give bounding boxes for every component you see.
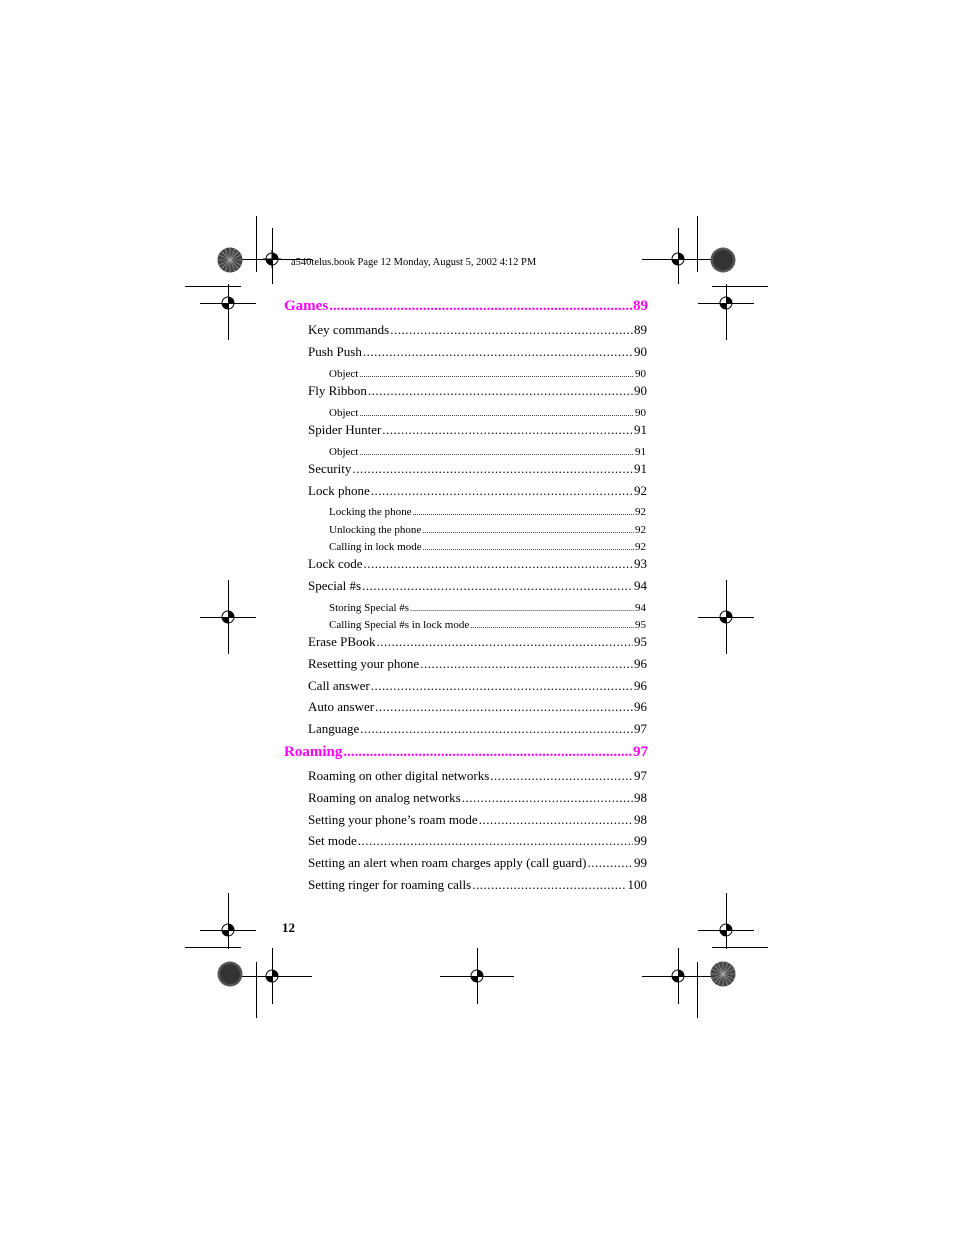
dot-leader xyxy=(420,656,633,672)
crop-mark xyxy=(185,286,241,287)
toc-entry-page: 94 xyxy=(634,578,647,593)
dot-leader xyxy=(371,678,633,694)
toc-entry-label: Calling Special #s in lock mode xyxy=(329,619,470,631)
toc-entry-label: Games xyxy=(284,298,329,314)
toc-entry-page: 97 xyxy=(634,768,647,783)
toc-entry[interactable] xyxy=(308,483,647,499)
toc-entry-label: Unlocking the phone xyxy=(329,524,422,536)
crop-mark xyxy=(712,286,768,287)
toc-entry-label: Calling in lock mode xyxy=(329,541,422,553)
toc-entry-page: 98 xyxy=(634,790,647,805)
toc-entry-label: Lock code xyxy=(308,556,363,571)
dot-leader xyxy=(382,422,633,438)
toc-entry-label: Fly Ribbon xyxy=(308,383,367,398)
toc-entry-page: 97 xyxy=(633,744,648,760)
dot-leader xyxy=(377,634,633,650)
toc-entry[interactable] xyxy=(308,383,647,399)
toc-entry[interactable] xyxy=(329,619,646,631)
crosshair-line xyxy=(272,948,273,1004)
toc-entry[interactable] xyxy=(329,407,646,419)
crosshair-line xyxy=(228,284,229,340)
toc-entry-page: 89 xyxy=(633,298,648,314)
toc-entry-label: Lock phone xyxy=(308,483,370,498)
toc-entry-label: Call answer xyxy=(308,678,370,693)
toc-entry-label: Locking the phone xyxy=(329,506,412,518)
toc-entry[interactable] xyxy=(308,344,647,360)
toc-entry-page: 99 xyxy=(634,833,647,848)
toc-entry-label: Object xyxy=(329,446,359,458)
dot-leader xyxy=(329,298,632,315)
page-number: 12 xyxy=(282,920,295,935)
crosshair-line xyxy=(228,893,229,949)
crosshair-line xyxy=(642,976,712,977)
toc-entry[interactable] xyxy=(329,506,646,518)
dot-leader xyxy=(423,541,634,553)
toc-entry-label: Special #s xyxy=(308,578,362,593)
toc-entry-page: 92 xyxy=(635,541,646,553)
dot-leader xyxy=(490,768,633,784)
toc-entry[interactable] xyxy=(308,855,647,871)
toc-entry-page: 97 xyxy=(634,721,647,736)
dot-leader xyxy=(358,833,633,849)
toc-entry[interactable] xyxy=(308,877,647,893)
crosshair-line xyxy=(272,228,273,284)
toc-entry-page: 90 xyxy=(635,368,646,380)
dot-leader xyxy=(470,619,634,631)
crop-mark xyxy=(697,962,698,1018)
crosshair-line xyxy=(726,284,727,340)
dot-leader xyxy=(587,855,633,871)
dot-leader xyxy=(360,721,633,737)
toc-entry[interactable] xyxy=(308,634,647,650)
crosshair-line xyxy=(678,228,679,284)
toc-entry-page: 90 xyxy=(634,383,647,398)
dot-leader xyxy=(363,344,633,360)
toc-entry-label: Auto answer xyxy=(308,699,375,714)
toc-entry[interactable] xyxy=(308,678,647,694)
starburst-icon xyxy=(710,247,736,273)
crop-mark xyxy=(712,947,768,948)
dot-leader xyxy=(422,524,634,536)
toc-entry-page: 96 xyxy=(634,656,647,671)
crosshair-line xyxy=(726,893,727,949)
toc-entry-page: 96 xyxy=(634,699,647,714)
crosshair-line xyxy=(678,948,679,1004)
toc-entry-page: 92 xyxy=(634,483,647,498)
toc-entry[interactable] xyxy=(308,556,647,572)
toc-entry-page: 92 xyxy=(635,524,646,536)
dot-leader xyxy=(412,506,634,518)
dot-leader xyxy=(371,483,633,499)
toc-entry[interactable] xyxy=(329,446,646,458)
toc-entry[interactable] xyxy=(308,812,647,828)
toc-section-heading[interactable] xyxy=(284,744,648,761)
toc-entry[interactable] xyxy=(329,524,646,536)
toc-entry[interactable] xyxy=(308,768,647,784)
starburst-icon xyxy=(217,247,243,273)
print-header: a540telus.book Page 12 Monday, August 5, 2002 4:12 PM xyxy=(291,257,537,268)
crosshair-line xyxy=(726,580,727,654)
toc-entry-label: Setting ringer for roaming calls xyxy=(308,877,472,892)
toc-entry-page: 92 xyxy=(635,506,646,518)
dot-leader xyxy=(352,461,633,477)
toc-entry[interactable] xyxy=(308,833,647,849)
dot-leader xyxy=(375,699,633,715)
crop-mark xyxy=(256,216,257,272)
dot-leader xyxy=(359,368,634,380)
crosshair-line xyxy=(228,580,229,654)
toc-entry[interactable] xyxy=(308,461,647,477)
toc-entry-label: Setting your phone’s roam mode xyxy=(308,812,478,827)
toc-entry-label: Object xyxy=(329,407,359,419)
toc-entry[interactable] xyxy=(308,656,647,672)
toc-entry-page: 96 xyxy=(634,678,647,693)
toc-section-heading[interactable] xyxy=(284,298,648,315)
dot-leader xyxy=(359,446,634,458)
crop-mark xyxy=(697,216,698,272)
toc-entry-label: Roaming on other digital networks xyxy=(308,768,490,783)
crop-mark xyxy=(185,947,241,948)
toc-entry-label: Push Push xyxy=(308,344,362,359)
dot-leader xyxy=(359,407,634,419)
toc-entry[interactable] xyxy=(308,721,647,737)
starburst-icon xyxy=(710,961,736,987)
toc-entry-label: Spider Hunter xyxy=(308,422,382,437)
dot-leader xyxy=(368,383,633,399)
dot-leader xyxy=(479,812,633,828)
toc-entry-label: Roaming xyxy=(284,744,343,760)
toc-entry-label: Roaming on analog networks xyxy=(308,790,461,805)
toc-entry-page: 93 xyxy=(634,556,647,571)
toc-entry-page: 90 xyxy=(635,407,646,419)
toc-entry-page: 99 xyxy=(634,855,647,870)
toc-entry[interactable] xyxy=(329,368,646,380)
toc-entry-label: Key commands xyxy=(308,322,390,337)
dot-leader xyxy=(410,602,634,614)
crop-mark xyxy=(256,962,257,1018)
toc-entry-page: 94 xyxy=(635,602,646,614)
toc-entry-page: 95 xyxy=(635,619,646,631)
dot-leader xyxy=(362,578,633,594)
toc-entry-page: 91 xyxy=(635,446,646,458)
toc-entry-page: 98 xyxy=(634,812,647,827)
toc-entry-page: 89 xyxy=(634,322,647,337)
toc-entry-label: Erase PBook xyxy=(308,634,376,649)
toc-entry-page: 95 xyxy=(634,634,647,649)
toc-entry-page: 91 xyxy=(634,422,647,437)
dot-leader xyxy=(364,556,633,572)
dot-leader xyxy=(462,790,633,806)
toc-entry[interactable] xyxy=(308,699,647,715)
dot-leader xyxy=(343,744,632,761)
toc-entry-label: Language xyxy=(308,721,360,736)
dot-leader xyxy=(472,877,626,893)
toc-entry-label: Resetting your phone xyxy=(308,656,420,671)
toc-entry-label: Storing Special #s xyxy=(329,602,410,614)
toc-entry[interactable] xyxy=(329,541,646,553)
toc-entry-label: Setting an alert when roam charges apply (call guard) xyxy=(308,855,587,870)
toc-entry-page: 90 xyxy=(634,344,647,359)
toc-entry-label: Security xyxy=(308,461,352,476)
starburst-icon xyxy=(217,961,243,987)
dot-leader xyxy=(390,322,633,338)
toc-entry-page: 100 xyxy=(627,877,647,892)
crosshair-line xyxy=(242,976,312,977)
toc-entry[interactable] xyxy=(308,322,647,338)
toc-entry[interactable] xyxy=(308,422,647,438)
crosshair-line xyxy=(477,948,478,1004)
toc-entry-label: Set mode xyxy=(308,833,357,848)
toc-entry[interactable] xyxy=(329,602,646,614)
toc-entry[interactable] xyxy=(308,578,647,594)
toc-entry-label: Object xyxy=(329,368,359,380)
toc-entry-page: 91 xyxy=(634,461,647,476)
crosshair-line xyxy=(642,259,712,260)
toc-entry[interactable] xyxy=(308,790,647,806)
